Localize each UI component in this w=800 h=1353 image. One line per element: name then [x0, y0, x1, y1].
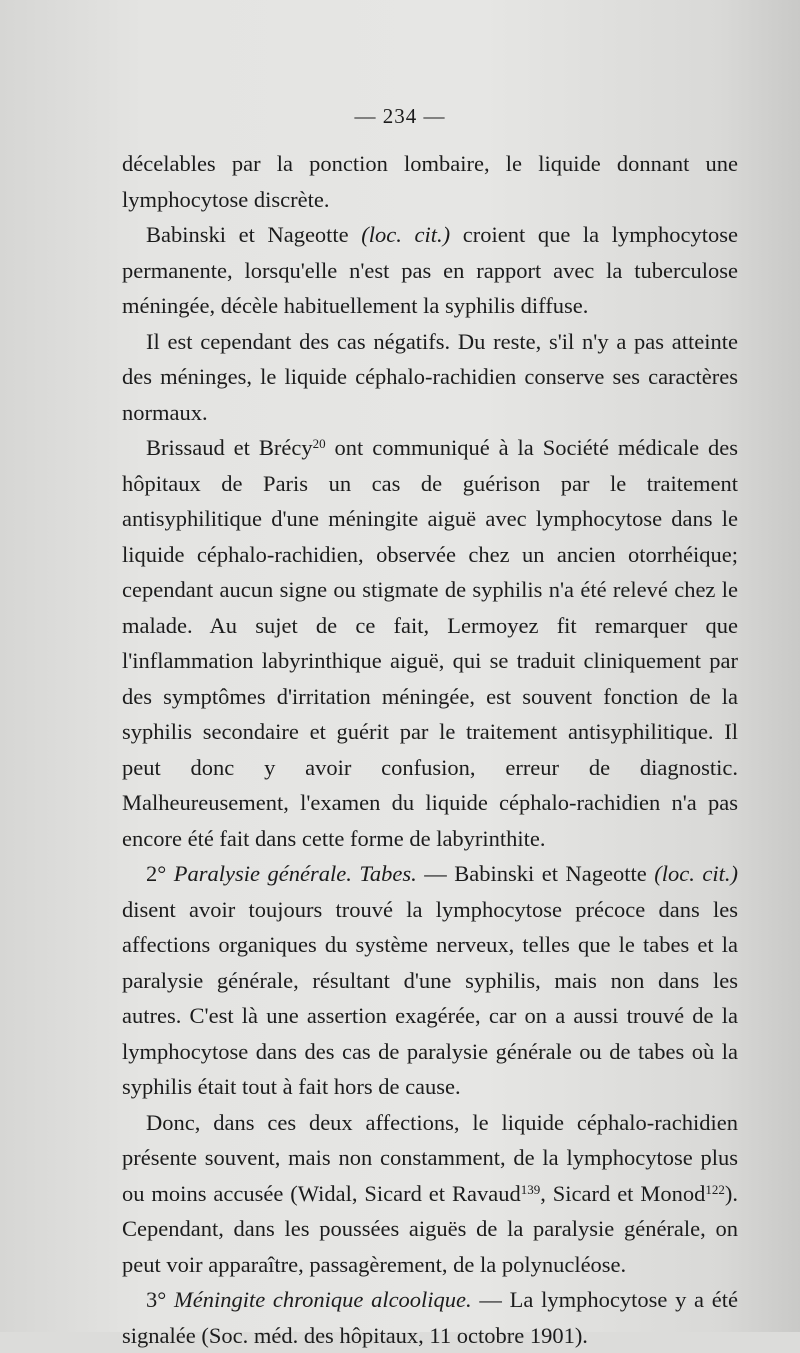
section-3-heading: Méningite chronique alcoolique.	[173, 1287, 472, 1312]
paragraph-2-text: croient que la lymphocytose permanente, lorsqu'elle n'est pas en rapport avec la tuberculose méningée, décèle habituellement la syphilis diffuse.	[122, 222, 738, 318]
page-body	[122, 146, 738, 1353]
paragraph-6-text: ). Cependant, dans les poussées aiguës de la paralysie générale, on peut voir apparaître, passagèrement, de la polynucléose.	[122, 1180, 739, 1277]
paragraph-1	[122, 146, 738, 217]
section-2-number: 2°	[146, 861, 174, 886]
paragraph-6	[122, 1105, 738, 1283]
paragraph-4	[122, 430, 738, 856]
reference-number: 20	[312, 436, 326, 451]
section-2-text: disent avoir toujours trouvé la lymphocytose précoce dans les affections organiques du système nerveux, telles que le tabes et la paralysie générale, résultant d'une syphilis, mais non dans les autres. C'est là une assertion exagérée, car on a aussi trouvé de la lymphocytose dans des cas de paralysie générale ou de tabes où la syphilis était tout à fait hors de cause.	[122, 896, 738, 1099]
section-3-paragraph	[122, 1282, 738, 1353]
section-2-citation: (loc. cit.)	[654, 861, 739, 886]
page-number: — 234 —	[354, 104, 446, 128]
paragraph-4-lead: Brissaud et Brécy	[146, 435, 313, 460]
section-3-number: 3°	[146, 1287, 174, 1312]
section-2-lead: — Babinski et Nageotte	[416, 861, 655, 886]
section-2-heading: Paralysie générale. Tabes.	[173, 861, 417, 886]
paragraph-3-text: Il est cependant des cas négatifs. Du reste, s'il n'y a pas atteinte des méninges, le liquide céphalo-rachidien conserve ses caractères normaux.	[122, 328, 738, 425]
reference-number: 139	[520, 1181, 541, 1197]
paragraph-3	[122, 324, 738, 431]
paragraph-2-citation: (loc. cit.)	[361, 222, 451, 247]
paragraph-6-lead: Donc, dans ces deux affections, le liquide céphalo-rachidien présente souvent, mais non constamment, de la lymphocytose plus ou moins accusée (Widal, Sicard et Ravaud	[122, 1109, 738, 1206]
paragraph-2-lead: Babinski et Nageotte	[146, 222, 362, 247]
section-2-paragraph	[122, 856, 738, 1105]
paragraph-4-text: ont communiqué à la Société médicale des hôpitaux de Paris un cas de guérison par le traitement antisyphilitique d'une méningite aiguë avec lymphocytose dans le liquide céphalo-rachidien, observée chez un ancien otorrhéique; cependant aucun signe ou stigmate de syphilis n'a été relevé chez le malade. Au sujet de ce fait, Lermoyez fit remarquer que l'inflammation labyrinthique aiguë, qui se traduit cliniquement par des symptômes d'irritation méningée, est souvent fonction de la syphilis secondaire et guérit par le traitement antisyphilitique. Il peut donc y avoir confusion, erreur de diagnostic. Malheureusement, l'examen du liquide céphalo-rachidien n'a pas encore été fait dans cette forme de labyrinthite.	[122, 435, 739, 851]
paragraph-1-text: décelables par la ponction lombaire, le liquide donnant une lymphocytose discrète.	[122, 151, 738, 212]
reference-number: 122	[705, 1181, 725, 1197]
paragraph-2	[122, 217, 738, 324]
section-3-text: — La lymphocytose y a été signalée (Soc. méd. des hôpitaux, 11 octobre 1901).	[122, 1287, 738, 1348]
paragraph-6-middle: , Sicard et Monod	[540, 1180, 706, 1206]
